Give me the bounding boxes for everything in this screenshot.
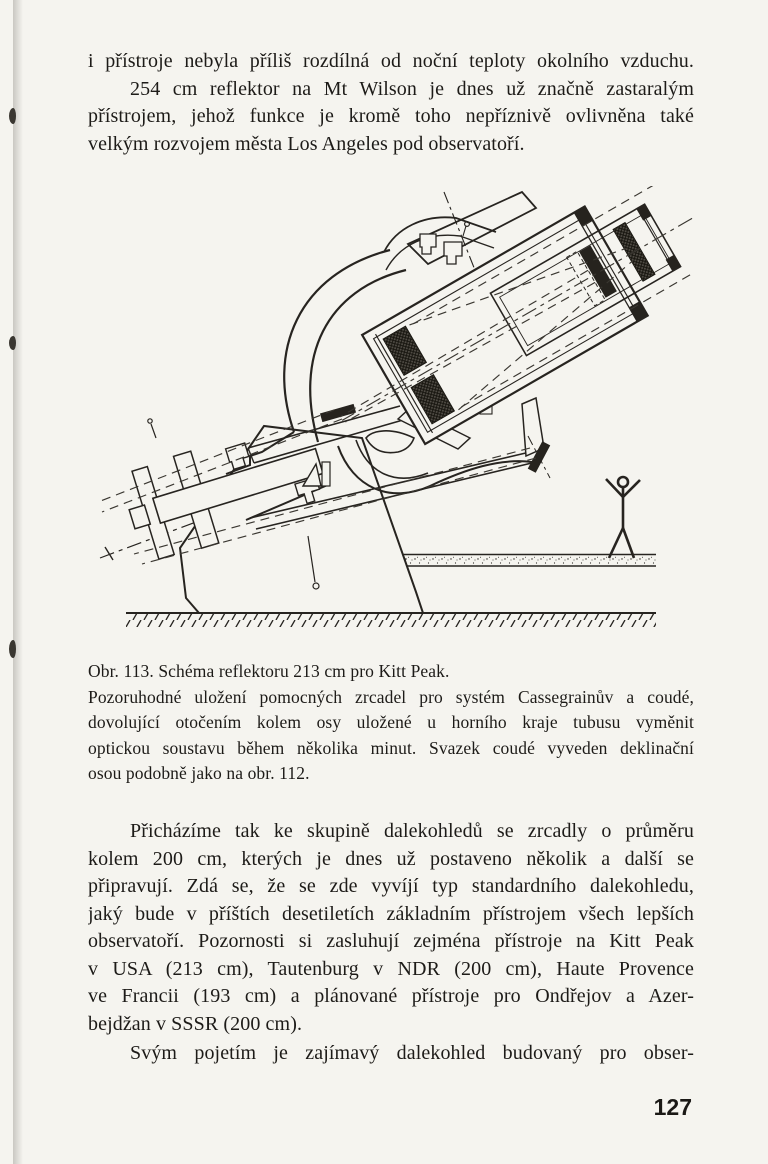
text-line: jaký bude v příštích desetiletích základním přístrojem všech lepších bbox=[88, 902, 694, 925]
text-line: v USA (213 cm), Tautenburg v NDR (200 cm), Haute Provence bbox=[88, 957, 694, 980]
caption-line: osou podobně jako na obr. 112. bbox=[88, 763, 310, 783]
text-line: velkým rozvojem města Los Angeles pod observatoří. bbox=[88, 132, 525, 155]
ground-hatching bbox=[126, 613, 656, 627]
paragraph-telescopes-200cm bbox=[88, 818, 694, 1038]
text-line: i přístroje nebyla příliš rozdílná od noční teploty okolního vzduchu. bbox=[88, 50, 694, 72]
text-line: přístrojem, jehož funkce je kromě toho nepříznivě ovlivněna také bbox=[88, 105, 694, 127]
text-line: observatoří. Pozornosti si zasluhují zejména přístroje na Kitt Peak bbox=[88, 930, 694, 952]
figure-caption bbox=[88, 659, 694, 787]
caption-line: optickou soustavu během několika minut. Svazek coudé vyveden deklinační bbox=[88, 737, 694, 758]
text-line: bejdžan v SSSR (200 cm). bbox=[88, 1012, 303, 1035]
binding-nick bbox=[9, 640, 16, 658]
binding-shadow bbox=[13, 0, 23, 1164]
text-line: Přicházíme tak ke skupině dalekohledů se zrcadly o průměru bbox=[130, 820, 694, 842]
observer-floor bbox=[381, 550, 656, 568]
book-binding-edge bbox=[0, 0, 13, 1164]
paragraph-last bbox=[88, 1040, 694, 1068]
text-line: 254 cm reflektor na Mt Wilson je dnes už značně zastaralým bbox=[130, 77, 694, 100]
figure-113-telescope-diagram bbox=[98, 186, 694, 640]
telescope-schematic-svg bbox=[98, 186, 694, 640]
paragraph-intro bbox=[88, 48, 694, 158]
binding-nick bbox=[9, 336, 16, 350]
observer-stick-figure bbox=[606, 477, 640, 558]
caption-line: dovolující otočením kolem osy uložené u horního kraje tubusu vyměnit bbox=[88, 712, 694, 732]
text-line: Svým pojetím je zajímavý dalekohled budovaný pro obser- bbox=[130, 1042, 694, 1064]
text-line: připravují. Zdá se, že se zde vyvíjí typ standardního dalekohledu, bbox=[88, 875, 694, 897]
binding-nick bbox=[9, 108, 16, 124]
caption-line: Pozoruhodné uložení pomocných zrcadel pro systém Cassegrainův a coudé, bbox=[88, 686, 694, 707]
caption-line: Obr. 113. Schéma reflektoru 213 cm pro Kitt Peak. bbox=[88, 661, 450, 681]
text-line: ve Francii (193 cm) a plánované přístroje pro Ondřejov a Azer- bbox=[88, 985, 694, 1007]
text-line: kolem 200 cm, kterých je dnes už postaveno několik a další se bbox=[88, 847, 694, 870]
page-number: 127 bbox=[653, 1094, 692, 1120]
